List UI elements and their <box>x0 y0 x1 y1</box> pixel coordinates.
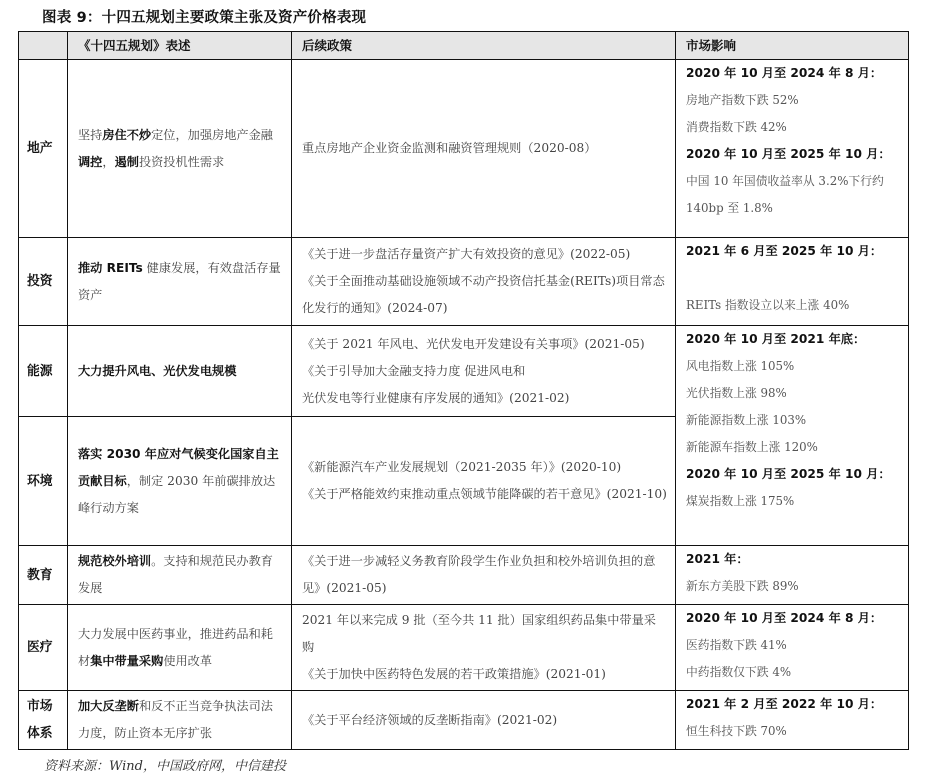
row-follow-up-policies <box>292 546 676 605</box>
impact-value: REITs 指数设立以来上涨 40% <box>686 298 850 312</box>
emphasis-text: 调控 <box>78 154 103 169</box>
row-category: 市场体系 <box>19 691 68 750</box>
impact-value: 恒生科技下跌 70% <box>686 724 787 738</box>
emphasis-text: 推动 REITs <box>78 260 143 275</box>
table-row <box>19 326 909 417</box>
row-market-impact <box>676 326 909 546</box>
policy-item: 《关于全面推动基础设施领域不动产投资信托基金(REITs)项目常态化发行的通知》(2024-07) <box>302 274 665 315</box>
impact-period: 2020 年 10 月至 2025 年 10 月： <box>686 467 891 481</box>
row-plan-statement <box>68 417 292 546</box>
policy-item: 《新能源汽车产业发展规划（2021-2035 年）》(2020-10) <box>302 460 622 474</box>
policy-item: 重点房地产企业资金监测和融资管理规则（2020-08） <box>302 141 597 155</box>
row-follow-up-policies <box>292 238 676 326</box>
emphasis-text: 加大反垄断 <box>78 699 139 713</box>
impact-period: 2021 年 6 月至 2025 年 10 月： <box>686 244 883 258</box>
table-row <box>19 238 909 326</box>
impact-period: 2021 年 2 月至 2022 年 10 月： <box>686 697 883 711</box>
row-plan-statement <box>68 605 292 691</box>
row-follow-up-policies <box>292 60 676 238</box>
row-category: 投资 <box>19 238 68 326</box>
impact-value: 新能源车指数上涨 120% <box>686 440 818 454</box>
statement-text: 和反不正当竞争执法司法力度，防止资本无序扩张 <box>78 699 273 740</box>
statement-text: 。支持和规范民办教育发展 <box>78 554 273 595</box>
impact-value: 中药指数仅下跌 4% <box>686 665 792 679</box>
statement-text: 投资投机性需求 <box>138 154 225 169</box>
header-category <box>19 32 68 60</box>
policy-item: 《关于严格能效约束推动重点领域节能降碳的若干意见》(2021-10) <box>302 487 667 501</box>
impact-value: 房地产指数下跌 52% <box>686 93 799 107</box>
emphasis-text: 集中带量采购 <box>90 653 164 668</box>
row-follow-up-policies <box>292 417 676 546</box>
statement-text: ，制定 2030 年前碳排放达峰行动方案 <box>78 473 276 515</box>
policy-item: 《关于 2021 年风电、光伏发电开发建设有关事项》(2021-05) <box>302 336 645 351</box>
statement-text: 大力发展中医药事业，推进药品和耗材 <box>78 626 273 668</box>
row-follow-up-policies <box>292 326 676 417</box>
emphasis-text: 规范校外培训 <box>78 554 152 568</box>
impact-value: 中国 10 年国债收益率从 3.2%下行约 140bp 至 1.8% <box>686 174 884 215</box>
impact-value: 医药指数下跌 41% <box>686 638 787 652</box>
impact-value: 光伏指数上涨 98% <box>686 386 787 400</box>
impact-period: 2021 年： <box>686 552 749 566</box>
table-header-row <box>19 32 909 60</box>
impact-value: 消费指数下跌 42% <box>686 120 787 134</box>
impact-period: 2020 年 10 月至 2024 年 8 月： <box>686 66 883 80</box>
policy-item: 《关于引导加大金融支持力度 促进风电和 <box>302 363 526 378</box>
header-follow-up-policy: 后续政策 <box>292 32 676 60</box>
row-category: 环境 <box>19 417 68 546</box>
policy-item: 光伏发电等行业健康有序发展的通知》(2021-02) <box>302 390 570 405</box>
policy-table <box>18 31 909 750</box>
emphasis-text: 房住不炒 <box>102 127 152 142</box>
impact-period: 2020 年 10 月至 2024 年 8 月： <box>686 611 883 625</box>
header-plan-statement: 《十四五规划》表述 <box>68 32 292 60</box>
statement-text: 坚持 <box>78 127 103 142</box>
row-category: 能源 <box>19 326 68 417</box>
table-row <box>19 60 909 238</box>
figure-title: 图表 9：十四五规划主要政策主张及资产价格表现 <box>42 10 367 26</box>
policy-item: 《关于进一步减轻义务教育阶段学生作业负担和校外培训负担的意见》(2021-05) <box>302 554 656 595</box>
row-plan-statement <box>68 691 292 750</box>
impact-spacer <box>686 265 900 292</box>
policy-item: 《关于平台经济领域的反垄断指南》(2021-02) <box>302 712 558 727</box>
row-follow-up-policies <box>292 605 676 691</box>
policy-item: 《关于进一步盘活存量资产扩大有效投资的意见》(2022-05) <box>302 247 631 261</box>
statement-text: 健康发展，有效盘活存量资产 <box>78 260 281 302</box>
row-plan-statement <box>68 238 292 326</box>
statement-text: 定位，加强房地产金融 <box>151 127 273 142</box>
row-plan-statement <box>68 326 292 417</box>
row-category: 地产 <box>19 60 68 238</box>
row-plan-statement <box>68 546 292 605</box>
row-market-impact <box>676 605 909 691</box>
policy-item: 2021 年以来完成 9 批（至今共 11 批）国家组织药品集中带量采购 <box>302 613 656 654</box>
row-follow-up-policies <box>292 691 676 750</box>
impact-value: 风电指数上涨 105% <box>686 359 795 373</box>
row-market-impact <box>676 60 909 238</box>
impact-period: 2020 年 10 月至 2021 年底： <box>686 332 866 346</box>
impact-value: 煤炭指数上涨 175% <box>686 494 795 508</box>
row-category: 教育 <box>19 546 68 605</box>
emphasis-text: 遏制 <box>114 154 139 169</box>
table-row <box>19 605 909 691</box>
row-market-impact <box>676 691 909 750</box>
impact-value: 新能源指数上涨 103% <box>686 413 807 427</box>
row-market-impact <box>676 546 909 605</box>
statement-text: 使用改革 <box>163 653 213 668</box>
row-plan-statement <box>68 60 292 238</box>
impact-value: 新东方美股下跌 89% <box>686 579 799 593</box>
statement-text: ， <box>102 154 115 169</box>
table-row <box>19 691 909 750</box>
impact-period: 2020 年 10 月至 2025 年 10 月： <box>686 147 891 161</box>
policy-item: 《关于加快中医药特色发展的若干政策措施》(2021-01) <box>302 667 606 681</box>
row-category: 医疗 <box>19 605 68 691</box>
emphasis-text: 大力提升风电、光伏发电规模 <box>78 363 237 378</box>
row-market-impact <box>676 238 909 326</box>
source-note: 资料来源：Wind，中国政府网，中信建投 <box>44 759 286 774</box>
table-row <box>19 546 909 605</box>
emphasis-text: 落实 2030 年应对气候变化国家自主贡献目标 <box>78 446 279 488</box>
header-market-impact: 市场影响 <box>676 32 909 60</box>
